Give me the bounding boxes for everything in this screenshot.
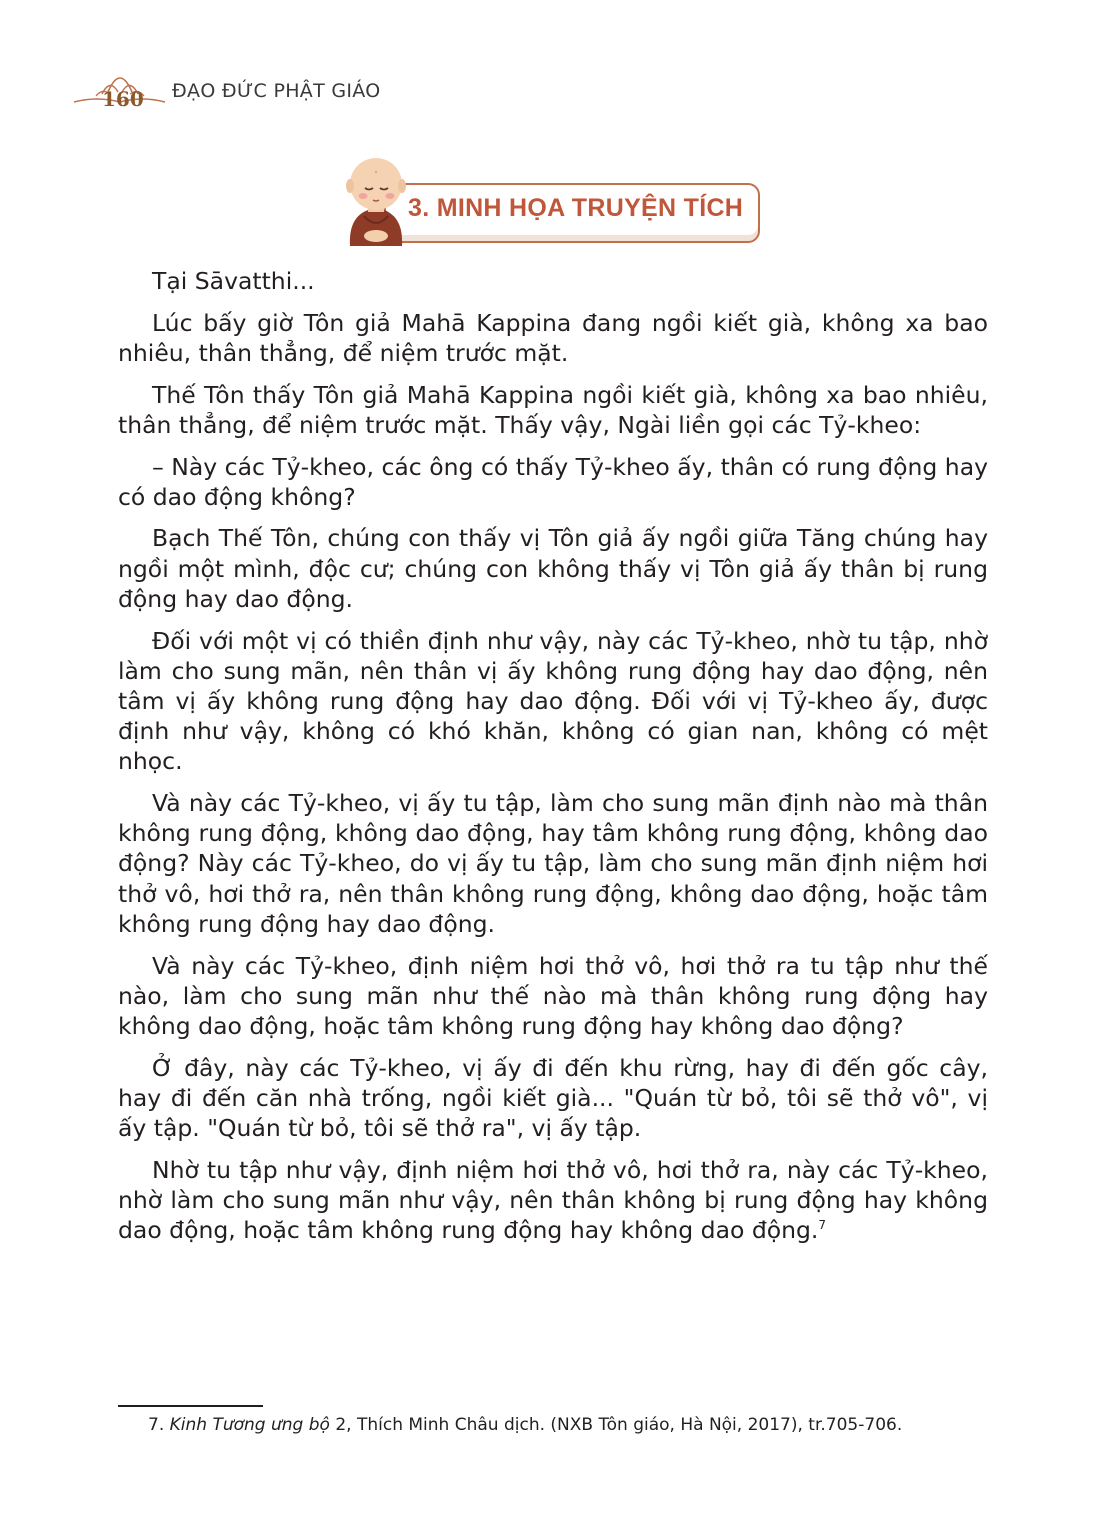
running-title: ĐẠO ĐỨC PHẬT GIÁO [172,80,381,102]
paragraph-last [118,1155,988,1246]
page-header [72,64,492,114]
paragraph: – Này các Tỷ-kheo, các ông có thấy Tỷ-kheo ấy, thân có rung động hay có dao động không? [118,452,988,511]
footnote-number: 7. [148,1415,165,1435]
paragraph: Tại Sāvatthi... [152,267,315,295]
footnote [148,1415,988,1435]
paragraph: Và này các Tỷ-kheo, vị ấy tu tập, làm cho sung mãn định nào mà thân không rung động, không dao động, hay tâm không rung động, không dao động? Này các Tỷ-kheo, do vị ấy tu tập, làm cho sung mãn định niệm hơi thở vô, hơi thở ra, nên thân không rung động, không dao động, hoặc tâm không rung động hay dao động. [118,789,988,938]
footnote-book-title: Kinh Tương ưng bộ [169,1415,330,1435]
section-banner [338,150,768,255]
paragraph: Bạch Thế Tôn, chúng con thấy vị Tôn giả ấy ngồi giữa Tăng chúng hay ngồi một mình, độc cư; chúng con không thấy vị Tôn giả ấy thân bị rung động hay dao động. [118,524,988,613]
footnote-reference[interactable]: 7 [818,1218,827,1233]
paragraph: Đối với một vị có thiền định như vậy, này các Tỷ-kheo, nhờ tu tập, nhờ làm cho sung mãn, nên thân vị ấy không rung động hay dao động, nên tâm vị ấy không rung động hay dao động. Đối với vị Tỷ-kheo ấy, được định như vậy, không có khó khăn, không có gian nan, không có mệt nhọc. [118,626,988,776]
monk-illustration [338,150,418,255]
page-number: 160 [102,87,144,111]
footnote-citation: 2, Thích Minh Châu dịch. (NXB Tôn giáo, Hà Nội, 2017), tr.705-706. [329,1415,903,1435]
footnote-divider [118,1405,263,1407]
paragraph: Ở đây, này các Tỷ-kheo, vị ấy đi đến khu rừng, hay đi đến gốc cây, hay đi đến căn nhà trống, ngồi kiết già... "Quán từ bỏ, tôi sẽ thở vô", vị ấy tập. "Quán từ bỏ, tôi sẽ thở ra", vị ấy tập. [118,1053,988,1143]
paragraph: Và này các Tỷ-kheo, định niệm hơi thở vô, hơi thở ra tu tập như thế nào, làm cho sung mãn như thế nào mà thân không rung động hay không dao động, hoặc tâm không rung động hay không dao động? [118,951,988,1040]
section-title: 3. MINH HỌA TRUYỆN TÍCH [408,194,744,222]
paragraph-text: Nhờ tu tập như vậy, định niệm hơi thở vô, hơi thở ra, này các Tỷ-kheo, nhờ làm cho sung mãn như vậy, nên thân không bị rung động hay không dao động, hoặc tâm không rung động hay không dao động. [118,1155,988,1245]
story-body [118,266,988,1257]
paragraph: Lúc bấy giờ Tôn giả Mahā Kappina đang ngồi kiết già, không xa bao nhiêu, thân thẳng, để niệm trước mặt. [118,308,988,367]
paragraph: Thế Tôn thấy Tôn giả Mahā Kappina ngồi kiết già, không xa bao nhiêu, thân thẳng, để niệm trước mặt. Thấy vậy, Ngài liền gọi các Tỷ-kheo: [118,380,988,439]
